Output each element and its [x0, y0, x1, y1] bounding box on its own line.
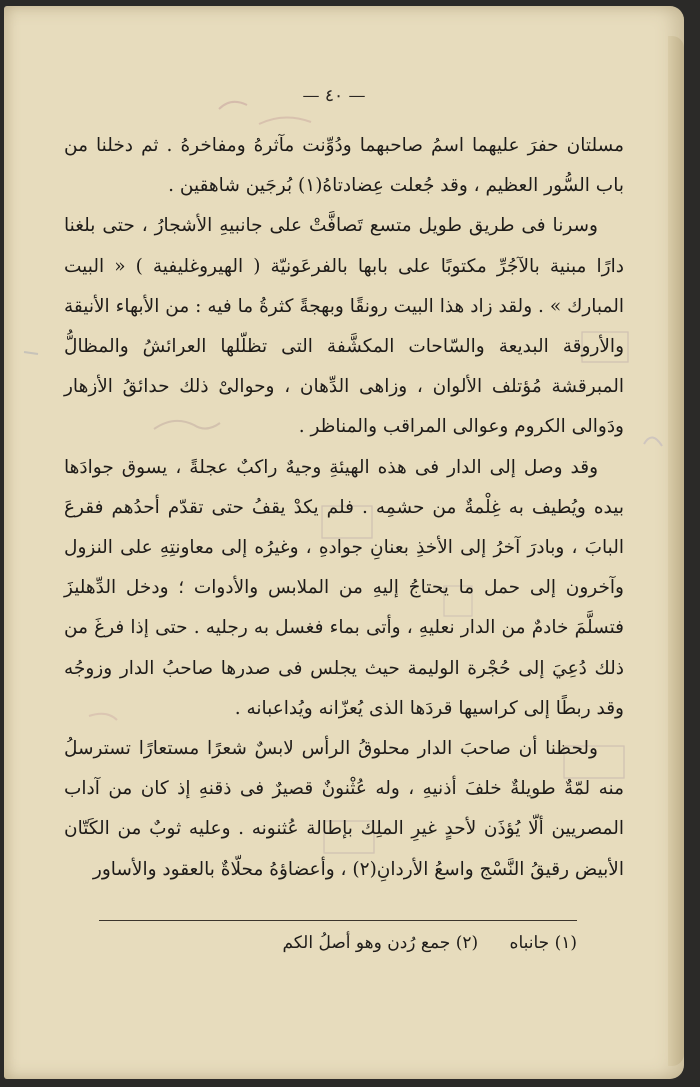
footnote-divider — [99, 920, 577, 921]
paragraph: وسرنا فى طريق طويل متسع تَصافَّتْ على جانبيهِ الأشجارُ ، حتى بلغنا دارًا مبنية بالآجُرِّ مكتوبًا على بابها بالفرعَونيّة ( الهيروغليفية ) « البيت المبارك » . ولقد زاد هذا البيت رونقًا وبهجةً كثرةُ ما فيه : من الأبهاء الأنيقة والأروقة البديعة والسّاحات المكشَّفة التى تظلّلها العرائشُ والمظالُّ المبرقشة مُؤتلف الألوان ، وزاهى الدِّهان ، وحوالىْ ذلك حدائقُ الأزهار ودَوالى الكروم وعوالى المراقب والمناظر . — [64, 215, 624, 438]
paragraph: مسلتان حفرَ عليهما اسمُ صاحبهما ودُوِّنت مآثرهُ ومفاخرهُ . ثم دخلنا من باب السُّور العظيم ، وقد جُعلت عِضادتاهُ(١) بُرجَين شاهقين . — [64, 135, 624, 197]
page-number: — ٤٠ — — [302, 86, 366, 106]
footnote-2: (٢) جمع رُدن وهو أصلُ الكم — [282, 933, 479, 953]
book-page — [4, 6, 684, 1079]
paragraph: وقد وصل إلى الدار فى هذه الهيئةِ وجيهٌ راكبٌ عجلةً ، يسوق جوادَها بيده ويُطيف به غِلْمةٌ من حشمِه . فلم يكدْ يقفُ حتى تقدّم أحدُهم فقرعَ البابَ ، وبادرَ آخرُ إلى الأخذِ بعنانِ جوادهِ ، وغيرُه إلى معاونتِهِ على النزول وآخرون إلى حمل ما يحتاجُ إليهِ من الملابس والأدوات ؛ ودخل الدِّهليزَ فتسلَّمَ خادمٌ من الدار نعليهِ ، وأتى بماء فغسل به رجليه . حتى إذا فرغَ من ذلك دُعِيَ إلى حُجْرة الوليمة حيث يجلس فى صدرها صاحبُ الدار وزوجُه وقد ربطًا إلى كراسيها قردَها الذى يُعزّانه ويُداعبانه . — [64, 456, 624, 719]
footnotes — [99, 928, 577, 958]
body-text — [64, 126, 624, 890]
footnote-1: (١) جانباه — [509, 933, 577, 953]
page-edge — [668, 36, 684, 1066]
paragraph: ولحظنا أن صاحبَ الدار محلوقُ الرأس لابسٌ شعرًا مستعارًا تسترسلُ منه لمّةٌ طويلةٌ خلفَ أذنيهِ ، وله عُثْنونٌ قصيرٌ فى ذقنهِ إذ كان من آداب المصريين ألّا يُؤذَن لأحدٍ غيرِ الملِك بإطالة عُثنونه . وعليه ثوبٌ من الكَتّان الأبيض رقيقُ النَّسْج واسعُ الأردانِ(٢) ، وأعضاؤهُ محلّاةٌ بالعقود والأساور — [64, 738, 624, 880]
